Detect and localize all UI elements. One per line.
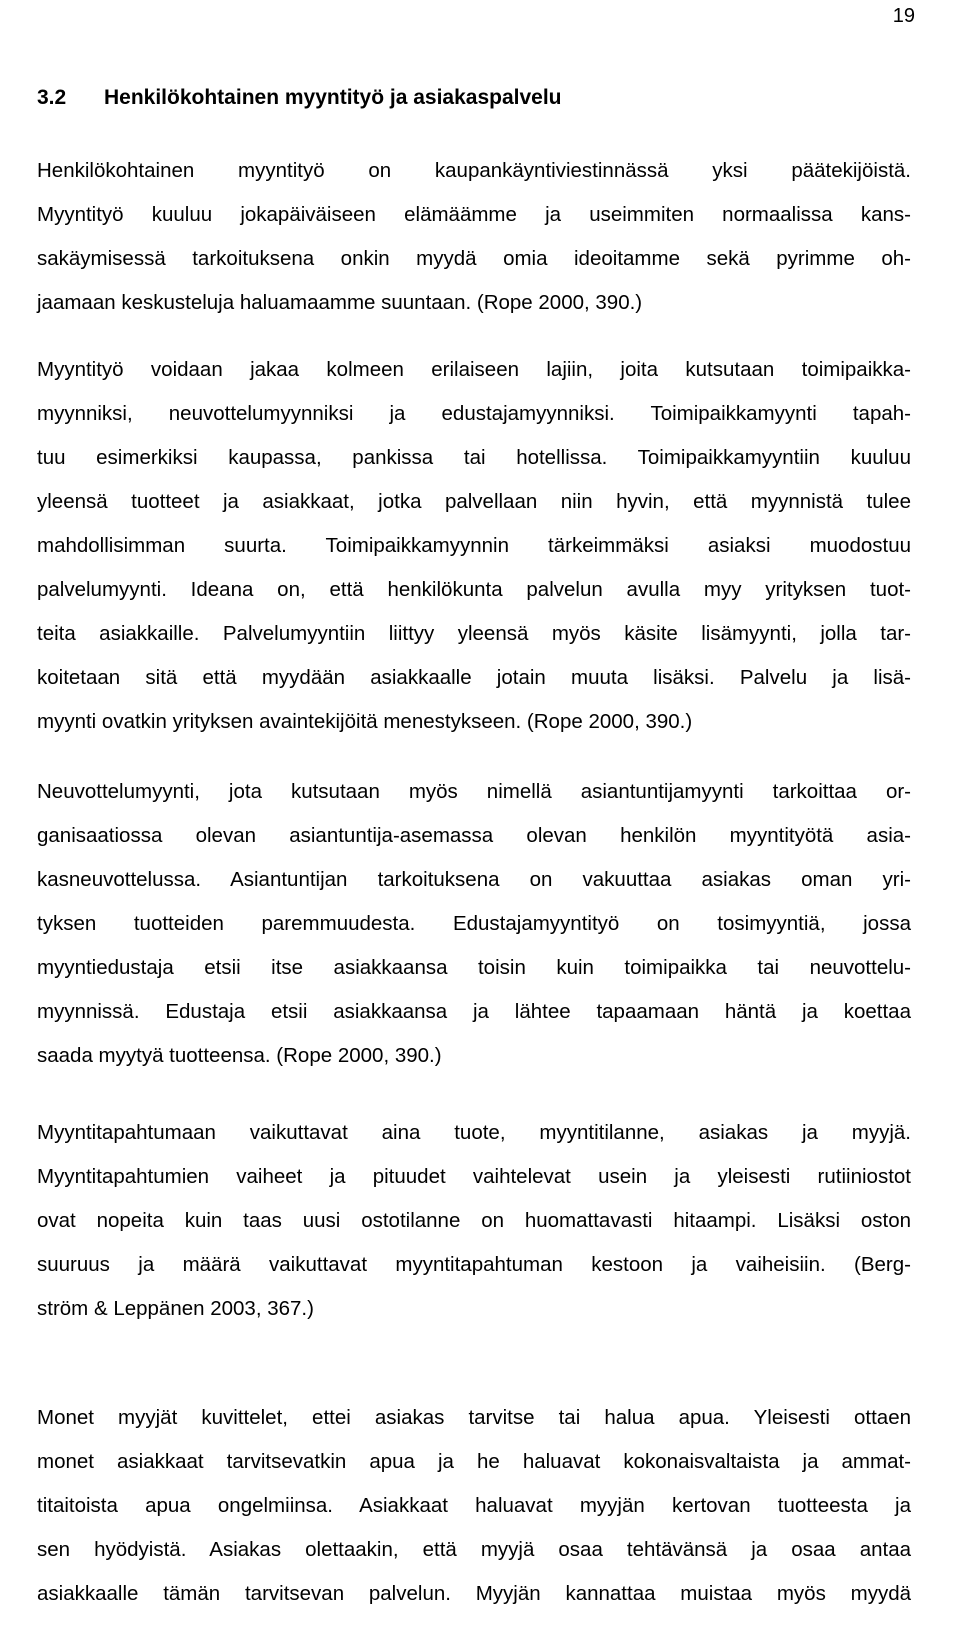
section-title: Henkilökohtainen myyntityö ja asiakaspalvelu	[104, 86, 562, 109]
text-line: kasneuvottelussa. Asiantuntijan tarkoituksena on vakuuttaa asiakas oman yri-	[37, 868, 911, 891]
text-line: ovat nopeita kuin taas uusi ostotilanne on huomattavasti hitaampi. Lisäksi oston	[37, 1209, 911, 1232]
text-line: myynti ovatkin yrityksen avaintekijöitä menestykseen. (Rope 2000, 390.)	[37, 710, 693, 733]
text-line: ganisaatiossa olevan asiantuntija-asemassa olevan henkilön myyntityötä asia-	[37, 824, 911, 847]
section-heading	[37, 84, 562, 112]
text-line: Monet myyjät kuvittelet, ettei asiakas tarvitse tai halua apua. Yleisesti ottaen	[37, 1406, 911, 1429]
text-line: myynnissä. Edustaja etsii asiakkaansa ja lähtee tapaamaan häntä ja koettaa	[37, 1000, 911, 1023]
text-line: Myyntitapahtumien vaiheet ja pituudet vaihtelevat usein ja yleisesti rutiiniostot	[37, 1165, 911, 1188]
text-line: koitetaan sitä että myydään asiakkaalle jotain muuta lisäksi. Palvelu ja lisä-	[37, 666, 911, 689]
text-line: sen hyödyistä. Asiakas olettaakin, että myyjä osaa tehtävänsä ja osaa antaa	[37, 1538, 911, 1561]
paragraph-1	[37, 149, 911, 325]
paragraph-5	[37, 1396, 911, 1616]
text-line: yleensä tuotteet ja asiakkaat, jotka palvellaan niin hyvin, että myynnistä tulee	[37, 490, 911, 513]
text-line: Neuvottelumyynti, jota kutsutaan myös nimellä asiantuntijamyynti tarkoittaa or-	[37, 780, 911, 803]
text-line: tuu esimerkiksi kaupassa, pankissa tai hotellissa. Toimipaikkamyyntiin kuuluu	[37, 446, 911, 469]
text-line: mahdollisimman suurta. Toimipaikkamyynnin tärkeimmäksi asiaksi muodostuu	[37, 534, 911, 557]
text-line: monet asiakkaat tarvitsevatkin apua ja he haluavat kokonaisvaltaista ja ammat-	[37, 1450, 911, 1473]
text-line: sakäymisessä tarkoituksena onkin myydä omia ideoitamme sekä pyrimme oh-	[37, 247, 911, 270]
paragraph-4	[37, 1111, 911, 1331]
text-line: Myyntitapahtumaan vaikuttavat aina tuote, myyntitilanne, asiakas ja myyjä.	[37, 1121, 911, 1144]
text-line: saada myytyä tuotteensa. (Rope 2000, 390.)	[37, 1044, 442, 1067]
text-line: teita asiakkaille. Palvelumyyntiin liittyy yleensä myös käsite lisämyynti, jolla tar-	[37, 622, 911, 645]
section-number: 3.2	[37, 86, 67, 109]
page-number: 19	[892, 5, 915, 27]
text-line: jaamaan keskusteluja haluamaamme suuntaan. (Rope 2000, 390.)	[37, 291, 643, 314]
text-line: palvelumyynti. Ideana on, että henkilökunta palvelun avulla myy yrityksen tuot-	[37, 578, 911, 601]
paragraph-2	[37, 348, 911, 744]
text-line: asiakkaalle tämän tarvitsevan palvelun. Myyjän kannattaa muistaa myös myydä	[37, 1582, 911, 1605]
text-line: Myyntityö kuuluu jokapäiväiseen elämäämme ja useimmiten normaalissa kans-	[37, 203, 911, 226]
text-line: Myyntityö voidaan jakaa kolmeen erilaiseen lajiin, joita kutsutaan toimipaikka-	[37, 358, 911, 381]
text-line: titaitoista apua ongelmiinsa. Asiakkaat haluavat myyjän kertovan tuotteesta ja	[37, 1494, 911, 1517]
text-line: suuruus ja määrä vaikuttavat myyntitapahtuman kestoon ja vaiheisiin. (Berg-	[37, 1253, 911, 1276]
text-line: tyksen tuotteiden paremmuudesta. Edustajamyyntityö on tosimyyntiä, jossa	[37, 912, 911, 935]
text-line: Henkilökohtainen myyntityö on kaupankäyntiviestinnässä yksi päätekijöistä.	[37, 159, 911, 182]
text-line: myyntiedustaja etsii itse asiakkaansa toisin kuin toimipaikka tai neuvottelu-	[37, 956, 911, 979]
paragraph-3	[37, 770, 911, 1078]
text-line: ström & Leppänen 2003, 367.)	[37, 1297, 314, 1320]
text-line: myynniksi, neuvottelumyynniksi ja edustajamyynniksi. Toimipaikkamyynti tapah-	[37, 402, 911, 425]
